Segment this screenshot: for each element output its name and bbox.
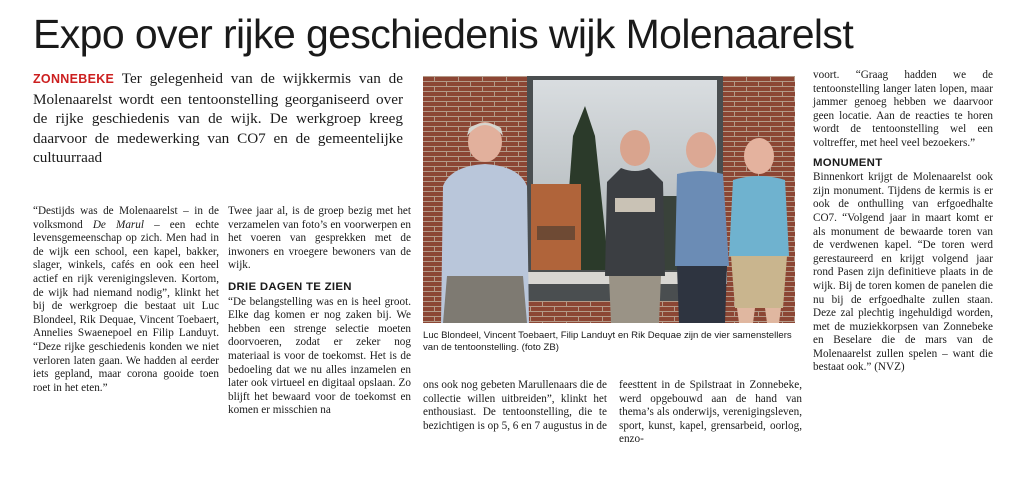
article-column-4 [619,379,802,447]
dateline: ZONNEBEKE [33,72,115,86]
lead-paragraph [33,69,403,168]
subhead-drie-dagen: DRIE DAGEN TE ZIEN [228,280,352,293]
subhead-monument: MONUMENT [813,156,883,169]
photo-caption: Luc Blondeel, Vincent Toebaert, Filip Landuyt en Rik Dequae zijn de vier samenstellers van de tentoonstelling. (foto ZB) [423,330,792,354]
text-run: – een echte levensgemeenschap op zich. Men had in de wijk een school, een kapel, bakker, slager, winkels, cafés en ook een heel actief en rijk verenigingsleven. Kortom, de wijk had niemand nodig”, klinkt het bij de werkgroep die bestaat uit Luc Blondeel, Rik Dequae, Vincent Toebaert, Annelies Swaenepoel en Filip Landuyt. “Deze rijke geschiedenis konden we niet verloren laten gaan. We hadden al eerder iets gepland, maar corona gooide toen roet in het eten.” [33,218,220,394]
paragraph [33,205,219,395]
paragraph: feesttent in de Spilstraat in Zonnebeke, werd opgebouwd aan de hand van thema’s als onderwijs, verenigingsleven, sport, kunst, kapel, grensarbeid, oorlog, enzo- [619,379,802,446]
headline: Expo over rijke geschiedenis wijk Molenaarelst [33,11,854,57]
text-run: “Destijds was de Molenaarelst – in de volksmond [33,205,219,231]
group-photo [423,76,795,323]
paragraph: Twee jaar al, is de groep bezig met het verzamelen van foto’s en voorwerpen en het voeren van gesprekken met de inwoners en vroegere bewoners van de wijk. [228,205,411,272]
paragraph: “De belangstelling was en is heel groot. Elke dag komen er nog zaken bij. We hebben een strenge selectie moeten doorvoeren, zodat er zeker nog materiaal is voor de toekomst. Het is de bedoeling dat we nu alles inzamelen en later ook virtueel en digitaal opslaan. Zo blijft het bewaard voor de toekomst en komen er misschien na [228,295,411,417]
paragraph: Binnenkort krijgt de Molenaarelst ook zijn monument. Tijdens de kermis is er ook de onthulling van erfgoedhalte CO7. “Volgend jaar in maart komt er als monument de bewaarde toren van de verdwenen kapel. “De toren werd gerestaureerd en krijgt volgend jaar rond Pasen zijn definitieve plaats in de wijk. Bij de toren komen de panelen die nu bij de erfgoedhalte zullen staan. Deze zal plechtig ingehuldigd worden, met de muziekkorpsen van Zonnebeke en Beselare die de mars van de Molenaarelst zullen spelen – want die bestaat ook.” (NVZ) [813,171,993,374]
article-column-5 [813,69,993,375]
lead-text: Ter gelegenheid van de wijkkermis van de Molenaarelst wordt een tentoonstelling georganiseerd over de rijke geschiedenis van de wijk. De werkgroep kreeg daarvoor de medewerking van CO7 en de gemeentelijke cultuurraad [33,70,403,166]
nickname-italic: De Marul [92,218,144,231]
paragraph: ons ook nog gebeten Marullenaars die de collectie willen uitbreiden”, klinkt het enthousiast. De tentoonstelling, die te bezichtigen is op 5, 6 en 7 augustus in de [423,379,607,432]
article-column-2 [228,205,411,418]
paragraph: voort. “Graag hadden we de tentoonstelling langer laten lopen, maar jammer genoeg hebben we daarvoor geen locatie. Aan de reacties te horen wordt de tentoonstelling wel een voltreffer, met heel veel bezoekers.” [813,69,993,149]
article-column-1 [33,205,219,395]
article-column-3 [423,379,607,433]
